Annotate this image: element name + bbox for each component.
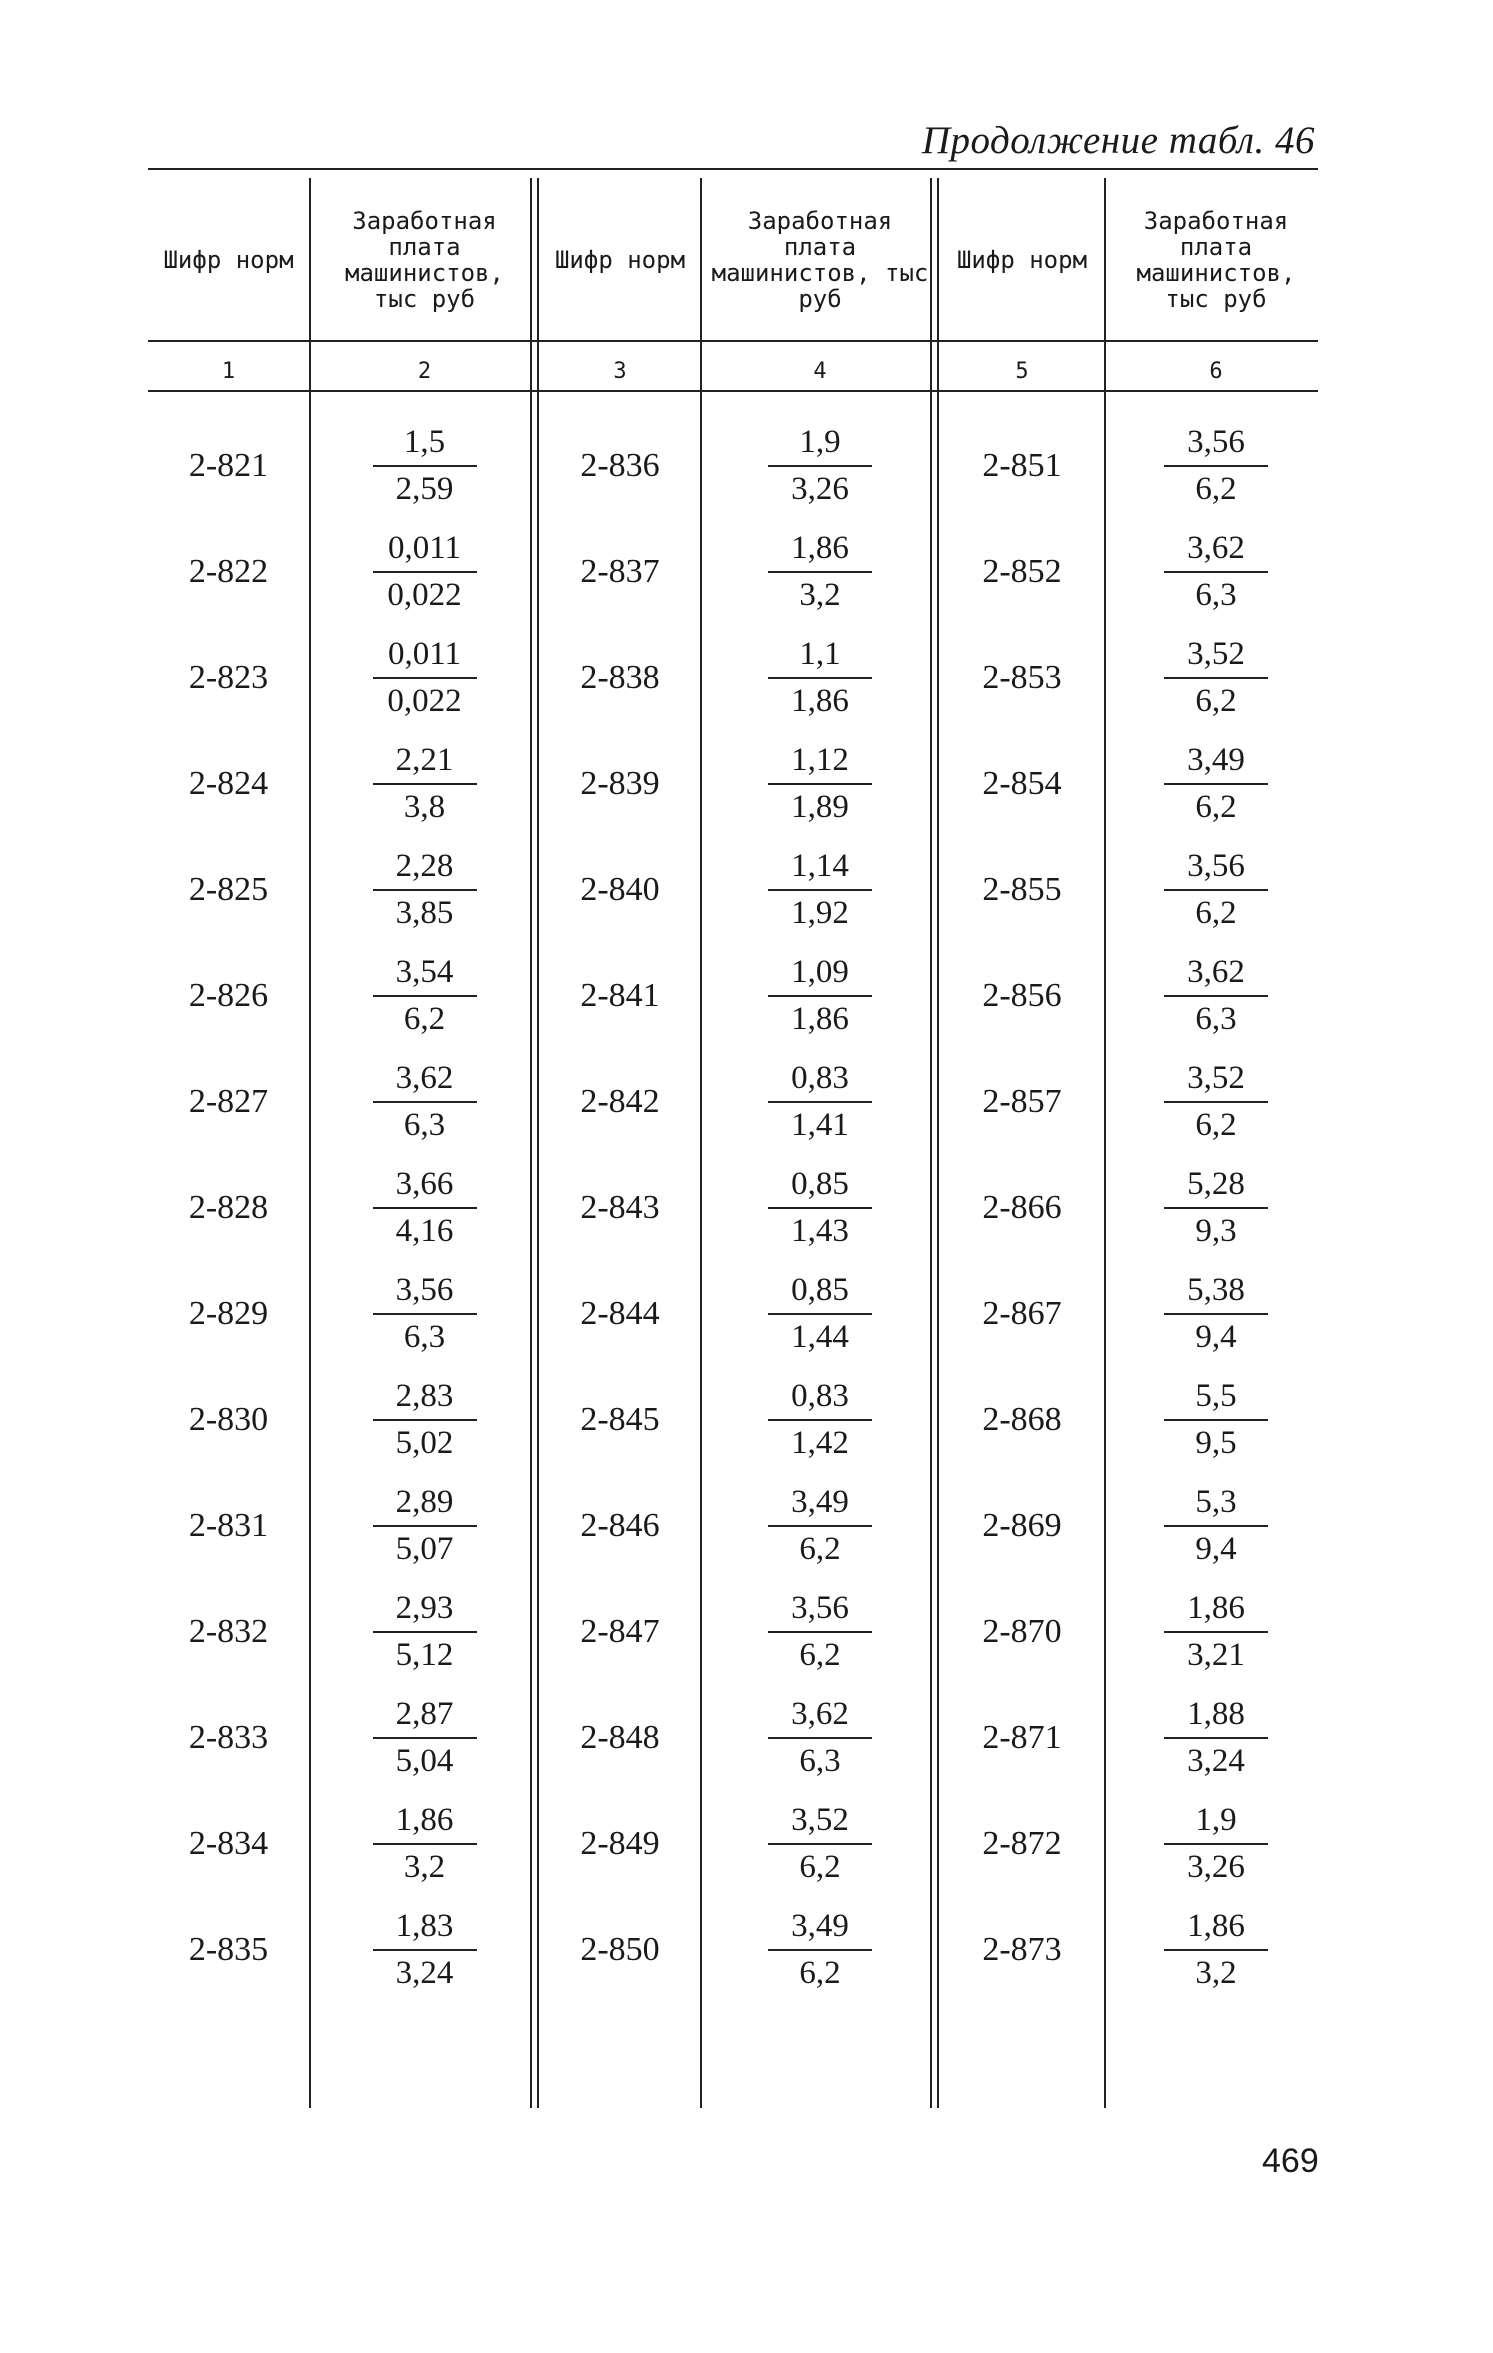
table-row [148,1685,1318,1791]
wage-fraction-cell [319,1897,530,2003]
norm-code-cell: 2-857 [982,1083,1062,1120]
column-number: 5 [1015,358,1029,384]
norm-code-cell: 2-830 [188,1401,269,1438]
fraction-numerator: 3,62 [1164,530,1268,573]
data-table [148,168,1318,2108]
fraction-numerator: 1,86 [768,530,872,573]
wage-fraction-cell [1114,1473,1318,1579]
fraction-denominator: 6,3 [403,1107,446,1143]
fraction-numerator: 0,85 [768,1166,872,1209]
wage-fraction-cell [1114,943,1318,1049]
norm-code-cell: 2-855 [982,871,1062,908]
norm-code-cell: 2-824 [188,765,269,802]
wage-fraction-cell [1114,1367,1318,1473]
norm-code-cell: 2-844 [580,1295,660,1332]
fraction-numerator: 2,87 [373,1696,477,1739]
fraction-numerator: 1,9 [1164,1802,1268,1845]
norm-code-cell: 2-872 [982,1825,1062,1862]
fraction-denominator: 3,2 [1195,1955,1237,1991]
header-code-3: Шифр норм [956,246,1088,274]
norm-code-cell: 2-843 [580,1189,660,1226]
norm-code-cell: 2-851 [982,447,1062,484]
fraction-denominator: 6,2 [1195,789,1237,825]
norm-code-cell: 2-849 [580,1825,660,1862]
fraction-numerator: 1,86 [1164,1590,1268,1633]
wage-fraction-cell [710,1685,930,1791]
fraction-denominator: 9,4 [1195,1531,1237,1567]
wage-fraction-cell [1114,519,1318,625]
table-row [148,1897,1318,2003]
fraction-numerator: 3,62 [1164,954,1268,997]
norm-code-cell: 2-826 [188,977,269,1014]
wage-fraction-cell [1114,1897,1318,2003]
fraction-denominator: 6,3 [799,1743,841,1779]
fraction-denominator: 9,4 [1195,1319,1237,1355]
page-number: 469 [1262,2142,1319,2180]
fraction-numerator: 1,12 [768,742,872,785]
fraction-denominator: 3,2 [403,1849,446,1885]
fraction-denominator: 3,85 [395,895,454,931]
wage-fraction-cell [319,625,530,731]
table-row [148,625,1318,731]
wage-fraction-cell [710,1367,930,1473]
wage-fraction-cell [710,1473,930,1579]
fraction-denominator: 5,12 [395,1637,454,1673]
norm-code-cell: 2-854 [982,765,1062,802]
norm-code-cell: 2-837 [580,553,660,590]
table-top-rule [148,168,1318,170]
fraction-numerator: 0,83 [768,1060,872,1103]
table-row [148,943,1318,1049]
fraction-numerator: 5,3 [1164,1484,1268,1527]
fraction-numerator: 3,49 [768,1908,872,1951]
norm-code-cell: 2-869 [982,1507,1062,1544]
fraction-denominator: 1,89 [791,789,849,825]
norm-code-cell: 2-853 [982,659,1062,696]
norm-code-cell: 2-868 [982,1401,1062,1438]
fraction-numerator: 3,49 [768,1484,872,1527]
wage-fraction-cell [319,1155,530,1261]
fraction-numerator: 1,1 [768,636,872,679]
norm-code-cell: 2-829 [188,1295,269,1332]
fraction-denominator: 3,21 [1187,1637,1245,1673]
norm-code-cell: 2-840 [580,871,660,908]
fraction-denominator: 6,2 [1195,1107,1237,1143]
table-row [148,837,1318,943]
fraction-numerator: 3,52 [1164,1060,1268,1103]
norm-code-cell: 2-834 [188,1825,269,1862]
fraction-denominator: 9,3 [1195,1213,1237,1249]
fraction-denominator: 3,2 [799,577,841,613]
fraction-numerator: 1,09 [768,954,872,997]
fraction-denominator: 6,2 [799,1849,841,1885]
header-rule [148,340,1318,342]
norm-code-cell: 2-847 [580,1613,660,1650]
fraction-numerator: 2,83 [373,1378,477,1421]
fraction-denominator: 6,2 [1195,471,1237,507]
fraction-denominator: 4,16 [395,1213,454,1249]
norm-code-cell: 2-821 [188,447,269,484]
wage-fraction-cell [319,731,530,837]
wage-fraction-cell [319,1791,530,1897]
norm-code-cell: 2-838 [580,659,660,696]
fraction-numerator: 1,86 [1164,1908,1268,1951]
fraction-numerator: 0,011 [373,530,477,573]
fraction-denominator: 5,07 [395,1531,454,1567]
fraction-denominator: 6,3 [403,1319,446,1355]
fraction-denominator: 1,44 [791,1319,849,1355]
fraction-numerator: 1,86 [373,1802,477,1845]
table-row [148,1473,1318,1579]
norm-code-cell: 2-825 [188,871,269,908]
fraction-denominator: 1,41 [791,1107,849,1143]
column-number: 2 [417,358,432,384]
wage-fraction-cell [1114,1049,1318,1155]
fraction-denominator: 6,2 [799,1531,841,1567]
wage-fraction-cell [1114,837,1318,943]
wage-fraction-cell [1114,1579,1318,1685]
wage-fraction-cell [319,837,530,943]
fraction-denominator: 6,2 [799,1637,841,1673]
fraction-numerator: 3,56 [1164,424,1268,467]
wage-fraction-cell [319,1049,530,1155]
fraction-denominator: 1,43 [791,1213,849,1249]
fraction-numerator: 3,66 [373,1166,477,1209]
table-row [148,413,1318,519]
norm-code-cell: 2-841 [580,977,660,1014]
fraction-numerator: 3,62 [373,1060,477,1103]
norm-code-cell: 2-835 [188,1931,269,1968]
norm-code-cell: 2-852 [982,553,1062,590]
wage-fraction-cell [1114,1261,1318,1367]
fraction-numerator: 0,85 [768,1272,872,1315]
fraction-numerator: 1,83 [373,1908,477,1951]
fraction-denominator: 2,59 [395,471,454,507]
wage-fraction-cell [710,413,930,519]
norm-code-cell: 2-827 [188,1083,269,1120]
norm-code-cell: 2-832 [188,1613,269,1650]
fraction-denominator: 0,022 [387,683,462,719]
fraction-denominator: 6,2 [1195,895,1237,931]
wage-fraction-cell [319,1367,530,1473]
table-row [148,1049,1318,1155]
fraction-numerator: 2,21 [373,742,477,785]
norm-code-cell: 2-845 [580,1401,660,1438]
fraction-numerator: 5,5 [1164,1378,1268,1421]
fraction-numerator: 3,52 [1164,636,1268,679]
fraction-denominator: 6,2 [799,1955,841,1991]
table-row [148,1367,1318,1473]
column-number: 6 [1209,358,1223,384]
norm-code-cell: 2-873 [982,1931,1062,1968]
wage-fraction-cell [1114,1155,1318,1261]
norm-code-cell: 2-871 [982,1719,1062,1756]
fraction-numerator: 3,49 [1164,742,1268,785]
wage-fraction-cell [710,625,930,731]
fraction-numerator: 1,14 [768,848,872,891]
wage-fraction-cell [319,1473,530,1579]
wage-fraction-cell [319,413,530,519]
fraction-numerator: 5,28 [1164,1166,1268,1209]
wage-fraction-cell [319,1579,530,1685]
fraction-numerator: 5,38 [1164,1272,1268,1315]
norm-code-cell: 2-833 [188,1719,269,1756]
wage-fraction-cell [1114,625,1318,731]
fraction-numerator: 1,9 [768,424,872,467]
fraction-numerator: 3,56 [1164,848,1268,891]
fraction-denominator: 1,86 [791,1001,849,1037]
fraction-denominator: 0,022 [387,577,462,613]
fraction-numerator: 2,93 [373,1590,477,1633]
norm-code-cell: 2-831 [188,1507,269,1544]
header-code-1: Шифр норм [163,246,294,274]
fraction-numerator: 2,28 [373,848,477,891]
header-wage-1: Заработная плата машинистов, тыс руб [345,207,504,313]
fraction-numerator: 1,5 [373,424,477,467]
norm-code-cell: 2-836 [580,447,660,484]
fraction-denominator: 3,24 [395,1955,454,1991]
norm-code-cell: 2-856 [982,977,1062,1014]
column-number-rule [148,390,1318,392]
column-number: 3 [613,358,627,384]
wage-fraction-cell [1114,1791,1318,1897]
wage-fraction-cell [319,1261,530,1367]
wage-fraction-cell [1114,413,1318,519]
wage-fraction-cell [710,837,930,943]
wage-fraction-cell [710,943,930,1049]
table-row [148,1579,1318,1685]
wage-fraction-cell [1114,731,1318,837]
fraction-numerator: 2,89 [373,1484,477,1527]
wage-fraction-cell [319,519,530,625]
fraction-numerator: 0,011 [373,636,477,679]
fraction-denominator: 9,5 [1195,1425,1237,1461]
table-row [148,1155,1318,1261]
wage-fraction-cell [1114,1685,1318,1791]
table-row [148,1791,1318,1897]
wage-fraction-cell [710,1049,930,1155]
norm-code-cell: 2-870 [982,1613,1062,1650]
header-code-2: Шифр норм [554,246,686,274]
fraction-numerator: 1,88 [1164,1696,1268,1739]
norm-code-cell: 2-842 [580,1083,660,1120]
wage-fraction-cell [710,1791,930,1897]
fraction-denominator: 3,8 [403,789,446,825]
table-row [148,1261,1318,1367]
fraction-numerator: 3,62 [768,1696,872,1739]
fraction-denominator: 3,24 [1187,1743,1245,1779]
header-wage-3: Заработная плата машинистов, тыс руб [1136,207,1296,313]
fraction-denominator: 5,04 [395,1743,454,1779]
fraction-denominator: 1,86 [791,683,849,719]
norm-code-cell: 2-846 [580,1507,660,1544]
column-number: 1 [221,358,236,384]
fraction-numerator: 3,56 [768,1590,872,1633]
table-row [148,731,1318,837]
fraction-numerator: 3,52 [768,1802,872,1845]
fraction-denominator: 6,3 [1195,577,1237,613]
fraction-numerator: 0,83 [768,1378,872,1421]
wage-fraction-cell [319,943,530,1049]
fraction-denominator: 6,2 [1195,683,1237,719]
fraction-numerator: 3,54 [373,954,477,997]
wage-fraction-cell [319,1685,530,1791]
wage-fraction-cell [710,1155,930,1261]
norm-code-cell: 2-828 [188,1189,269,1226]
fraction-denominator: 5,02 [395,1425,454,1461]
table-row [148,519,1318,625]
wage-fraction-cell [710,519,930,625]
wage-fraction-cell [710,731,930,837]
fraction-denominator: 3,26 [1187,1849,1245,1885]
fraction-denominator: 1,92 [791,895,849,931]
header-wage-2: Заработная плата машинистов, тыс руб [711,207,929,313]
fraction-numerator: 3,56 [373,1272,477,1315]
table-caption: Продолжение табл. 46 [921,119,1315,162]
norm-code-cell: 2-850 [580,1931,660,1968]
fraction-denominator: 6,2 [403,1001,446,1037]
wage-fraction-cell [710,1579,930,1685]
fraction-denominator: 3,26 [791,471,849,507]
column-number: 4 [813,358,827,384]
wage-fraction-cell [710,1261,930,1367]
norm-code-cell: 2-823 [188,659,269,696]
norm-code-cell: 2-822 [188,553,269,590]
fraction-denominator: 6,3 [1195,1001,1237,1037]
norm-code-cell: 2-839 [580,765,660,802]
norm-code-cell: 2-867 [982,1295,1062,1332]
norm-code-cell: 2-866 [982,1189,1062,1226]
wage-fraction-cell [710,1897,930,2003]
fraction-denominator: 1,42 [791,1425,849,1461]
norm-code-cell: 2-848 [580,1719,660,1756]
